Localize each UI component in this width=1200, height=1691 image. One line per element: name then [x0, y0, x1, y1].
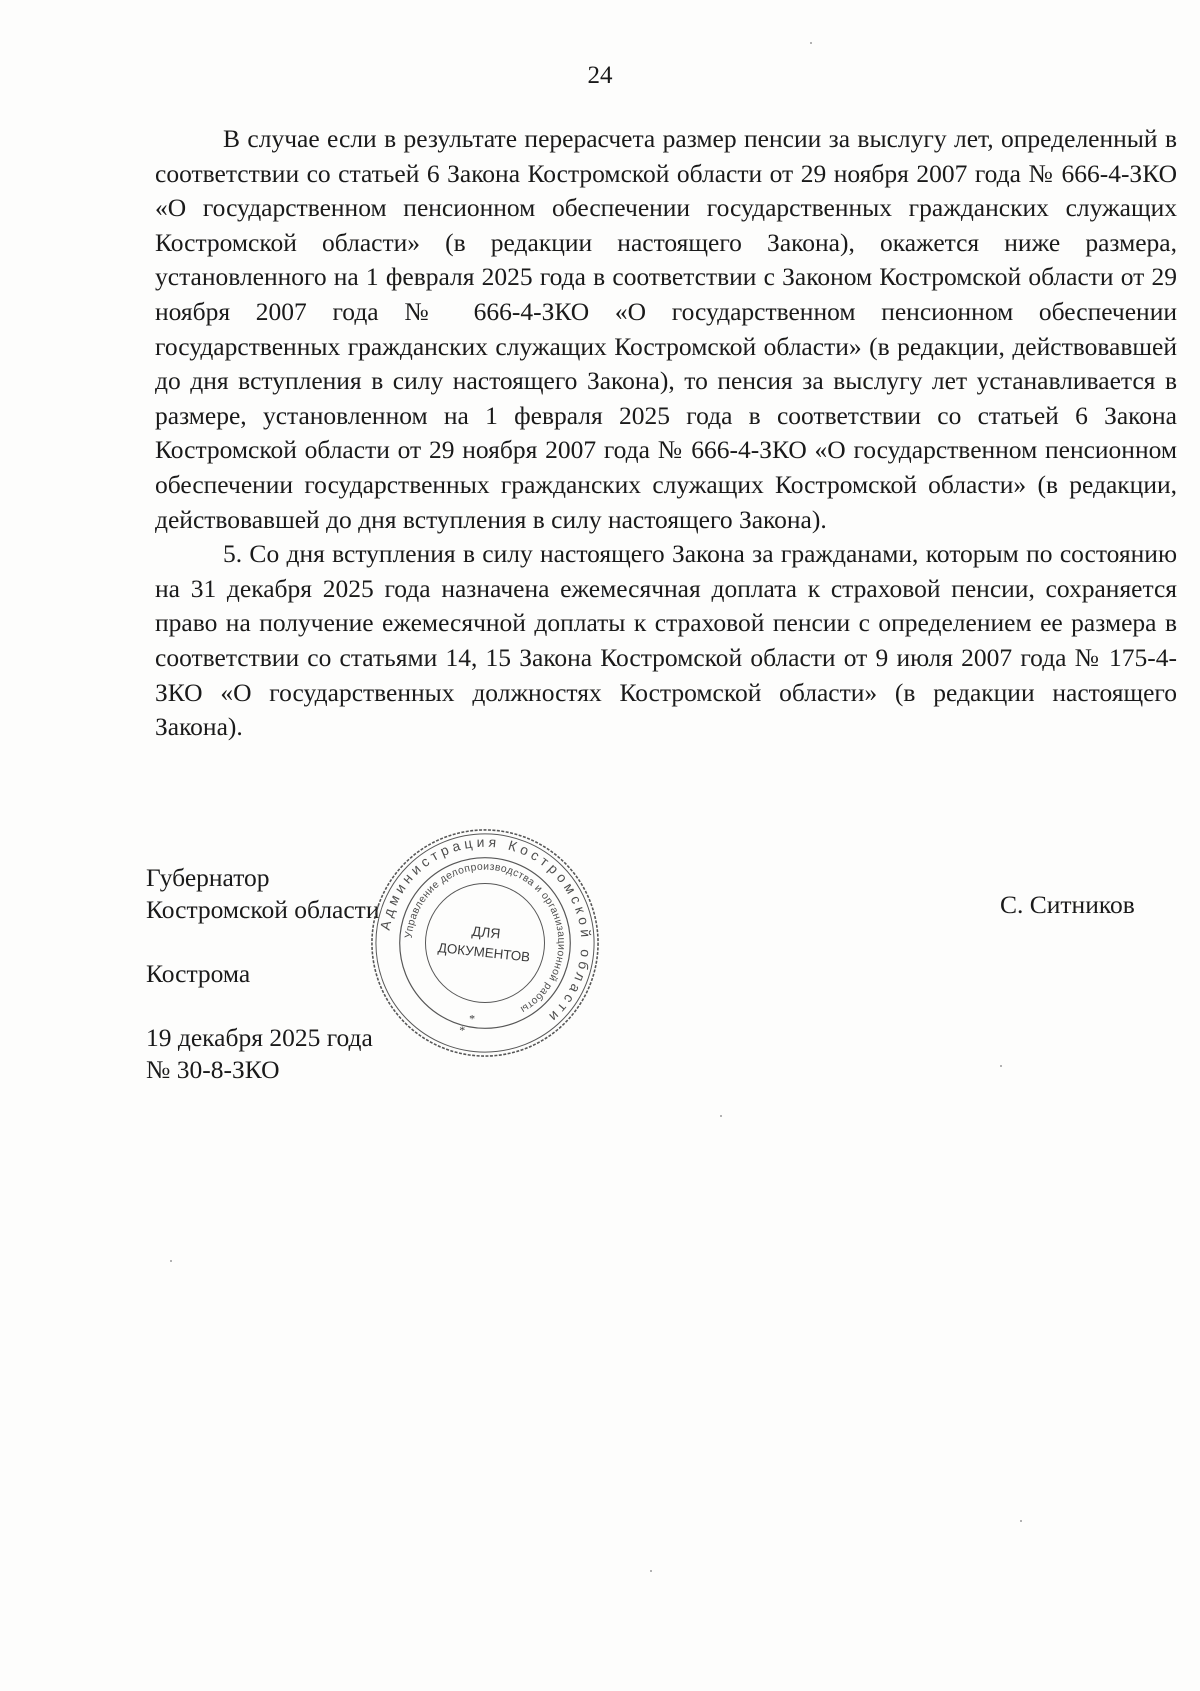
paragraph-recalculation: В случае если в результате перерасчета размер пенсии за выслугу лет, определенный в соответствии со статьей 6 Закона Костромской области от 29 ноября 2007 года № 666-4-ЗКО «О государственном пенсионном обеспечении государственных гражданских служащих Костромской области» (в редакции настоящего Закона), окажется ниже размера, установленного на 1 февраля 2025 года в соответствии с Законом Костромской области от 29 ноября 2007 года № 666-4-ЗКО «О государственном пенсионном обеспечении государственных гражданских служащих Костромской области» (в редакции, действовавшей до дня вступления в силу настоящего Закона), то пенсия за выслугу лет устанавливается в размере, установленном на 1 февраля 2025 года в соответствии со статьей 6 Закона Костромской области от 29 ноября 2007 года № 666-4-ЗКО «О государственном пенсионном обеспечении государственных гражданских служащих Костромской области» (в редакции, действовавшей до дня вступления в силу настоящего Закона).	[155, 124, 1177, 534]
scan-speck	[170, 1260, 172, 1262]
stamp-outer-text: Администрация Костромской области	[376, 833, 595, 1028]
signer-name: С. Ситников	[1000, 890, 1135, 919]
signature-block	[146, 862, 379, 1086]
signing-city: Кострома	[146, 959, 251, 988]
star-icon: *	[459, 1023, 466, 1038]
document-body	[155, 122, 1177, 745]
paragraph-5: 5. Со дня вступления в силу настоящего Закона за гражданами, которым по состоянию на 31 декабря 2025 года назначена ежемесячная доплата к страховой пенсии, сохраняется право на получение ежемесячной доплаты к страховой пенсии с определением ее размера в соответствии со статьями 14, 15 Закона Костромской области от 9 июля 2007 года № 175-4-ЗКО «О государственных должностях Костромской области» (в редакции настоящего Закона).	[155, 539, 1177, 742]
stamp-inner-text: Управление делопроизводства и организационной работы	[403, 861, 567, 1015]
signer-title-line2: Костромской области	[146, 895, 380, 924]
scan-speck	[1000, 1065, 1002, 1067]
scan-speck	[810, 42, 812, 44]
scan-speck	[720, 1115, 722, 1117]
stamp-center-line2: ДОКУМЕНТОВ	[437, 940, 531, 965]
stamp-center-line1: ДЛЯ	[471, 922, 502, 942]
star-icon: *	[469, 1011, 476, 1026]
page-number: 24	[587, 62, 613, 89]
law-number: № 30-8-ЗКО	[146, 1055, 280, 1084]
official-stamp	[366, 824, 604, 1062]
signer-title-line1: Губернатор	[146, 863, 270, 892]
signing-date: 19 декабря 2025 года	[146, 1023, 373, 1052]
scan-speck	[650, 1570, 652, 1572]
scan-speck	[1020, 1520, 1022, 1522]
